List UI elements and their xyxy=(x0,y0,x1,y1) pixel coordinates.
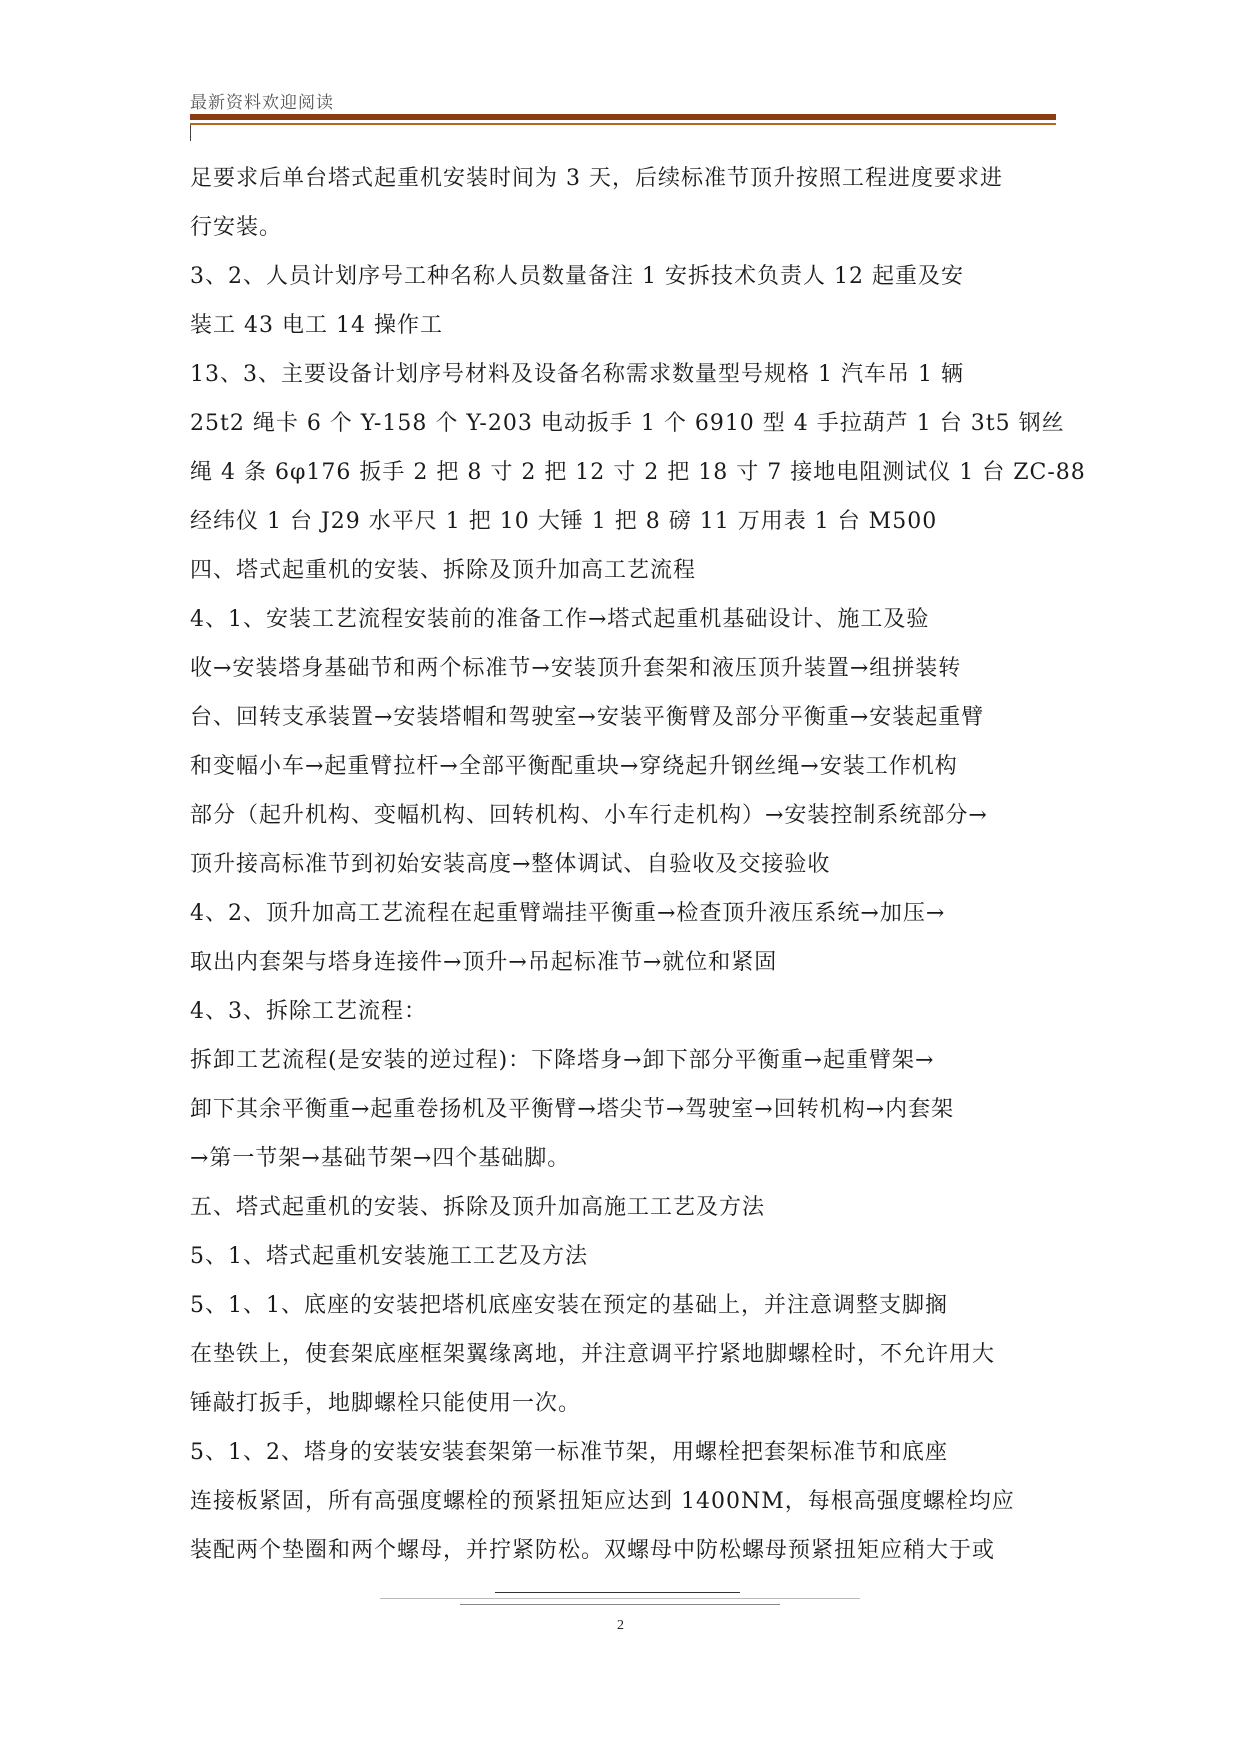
text-line: 收→安装塔身基础节和两个标准节→安装顶升套架和液压顶升装置→组拼装转 xyxy=(190,656,962,681)
text-line: 部分（起升机构、变幅机构、回转机构、小车行走机构）→安装控制系统部分→ xyxy=(190,803,988,828)
text-line: 取出内套架与塔身连接件→顶升→吊起标准节→就位和紧固 xyxy=(190,950,778,975)
text-line: →第一节架→基础节架→四个基础脚。 xyxy=(190,1146,571,1171)
footer-rule-wide xyxy=(380,1598,860,1599)
text-line: 四、塔式起重机的安装、拆除及顶升加高工艺流程 xyxy=(190,558,697,583)
text-line: 卸下其余平衡重→起重卷扬机及平衡臂→塔尖节→驾驶室→回转机构→内套架 xyxy=(190,1097,955,1122)
text-line: 在垫铁上，使套架底座框架翼缘离地，并注意调平拧紧地脚螺栓时，不允许用大 xyxy=(190,1342,996,1367)
text-line: 5、1、2、塔身的安装安装套架第一标准节架，用螺栓把套架标准节和底座 xyxy=(190,1440,948,1465)
text-line: 装配两个垫圈和两个螺母，并拧紧防松。双螺母中防松螺母预紧扭矩应稍大于或 xyxy=(190,1538,996,1563)
text-line: 锤敲打扳手，地脚螺栓只能使用一次。 xyxy=(190,1391,582,1416)
text-line: 台、回转支承装置→安装塔帽和驾驶室→安装平衡臂及部分平衡重→安装起重臂 xyxy=(190,705,985,730)
text-line: 25t2 绳卡 6 个 Y-158 个 Y-203 电动扳手 1 个 6910 型 4 手拉葫芦 1 台 3t5 钢丝 xyxy=(190,411,1065,436)
text-line: 连接板紧固，所有高强度螺栓的预紧扭矩应达到 1400NM，每根高强度螺栓均应 xyxy=(190,1489,1015,1514)
text-line: 4、2、顶升加高工艺流程在起重臂端挂平衡重→检查顶升液压系统→加压→ xyxy=(190,901,946,926)
text-line: 4、3、拆除工艺流程： xyxy=(190,999,427,1024)
text-line: 和变幅小车→起重臂拉杆→全部平衡配重块→穿绕起升钢丝绳→安装工作机构 xyxy=(190,754,958,779)
page-number: 2 xyxy=(617,1618,624,1633)
text-line: 3、2、人员计划序号工种名称人员数量备注 1 安拆技术负责人 12 起重及安 xyxy=(190,264,964,289)
text-line: 装工 43 电工 14 操作工 xyxy=(190,313,443,338)
document-body xyxy=(190,154,1086,1575)
text-line: 5、1、塔式起重机安装施工工艺及方法 xyxy=(190,1244,588,1269)
text-line: 五、塔式起重机的安装、拆除及顶升加高施工工艺及方法 xyxy=(190,1195,766,1220)
header-rule-tick xyxy=(190,125,191,141)
text-line: 顶升接高标准节到初始安装高度→整体调试、自验收及交接验收 xyxy=(190,852,831,877)
text-line: 足要求后单台塔式起重机安装时间为 3 天，后续标准节顶升按照工程进度要求进 xyxy=(190,166,1003,191)
text-line: 行安装。 xyxy=(190,215,283,240)
header-rule-thick xyxy=(190,114,1056,120)
text-line: 5、1、1、底座的安装把塔机底座安装在预定的基础上，并注意调整支脚搁 xyxy=(190,1293,948,1318)
header-title: 最新资料欢迎阅读 xyxy=(190,93,334,113)
header-rule-thin xyxy=(190,123,1056,125)
text-line: 拆卸工艺流程(是安装的逆过程)：下降塔身→卸下部分平衡重→起重臂架→ xyxy=(190,1048,935,1073)
footer-rule-bottom xyxy=(460,1604,780,1605)
text-line: 4、1、安装工艺流程安装前的准备工作→塔式起重机基础设计、施工及验 xyxy=(190,607,930,632)
text-line: 经纬仪 1 台 J29 水平尺 1 把 10 大锤 1 把 8 磅 11 万用表 1 台 M500 xyxy=(190,509,938,534)
text-line: 13、3、主要设备计划序号材料及设备名称需求数量型号规格 1 汽车吊 1 辆 xyxy=(190,362,964,387)
footer-rule-top xyxy=(495,1592,740,1593)
text-line: 绳 4 条 6φ176 扳手 2 把 8 寸 2 把 12 寸 2 把 18 寸 7 接地电阻测试仪 1 台 ZC-88 xyxy=(190,460,1086,485)
